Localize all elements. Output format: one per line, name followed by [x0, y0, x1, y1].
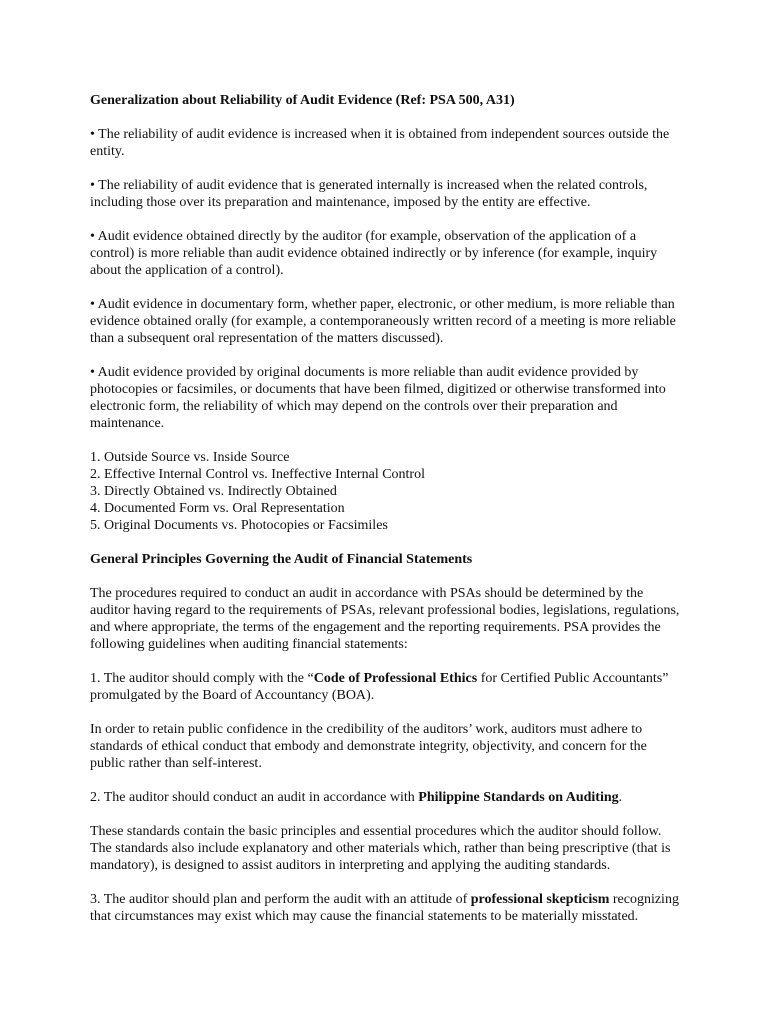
principle-2-text: These standards contain the basic principles and essential procedures which the auditor should follow. The standards also include explanatory and other materials which, rather than being prescriptive (that is mandatory), is designed to assist auditors in interpreting and applying the auditing standards.: [90, 824, 671, 873]
section-heading-principles: General Principles Governing the Audit of Financial Statements: [90, 552, 473, 567]
section-heading-reliability: Generalization about Reliability of Audit Evidence (Ref: PSA 500, A31): [90, 93, 515, 108]
principle-2-post: .: [618, 790, 623, 805]
principle-2-pre: 2. The auditor should conduct an audit in accordance with: [90, 790, 419, 805]
principle-1-pre: 1. The auditor should comply with the “: [90, 671, 314, 686]
principle-3-bold: professional skepticism: [470, 892, 610, 907]
principle-1: [90, 670, 682, 704]
bullet-paragraph: • Audit evidence obtained directly by the auditor (for example, observation of the application of a control) is more reliable than audit evidence obtained indirectly or by inference (for example, inquiry about the application of a control).: [90, 229, 658, 278]
principle-1-bold: Code of Professional Ethics: [313, 671, 478, 686]
intro-paragraph: The procedures required to conduct an audit in accordance with PSAs should be determined by the auditor having regard to the requirements of PSAs, relevant professional bodies, legislations, regulations, and where appropriate, the terms of the engagement and the reporting requirements. PSA provides the following guidelines when auditing financial statements:: [90, 586, 680, 652]
principle-3: [90, 891, 682, 925]
principle-2-bold: Philippine Standards on Auditing: [418, 790, 619, 805]
principle-3-post: recognizing that circumstances may exist which may cause the financial statements to be materially misstated.: [90, 892, 679, 924]
list-item: 3. Directly Obtained vs. Indirectly Obtained: [90, 484, 337, 499]
principle-3-pre: 3. The auditor should plan and perform the audit with an attitude of: [90, 892, 471, 907]
list-item: 2. Effective Internal Control vs. Ineffective Internal Control: [90, 467, 425, 482]
numbered-list: [90, 449, 682, 534]
bullet-paragraph: • The reliability of audit evidence is increased when it is obtained from independent sources outside the entity.: [90, 127, 670, 159]
principle-2: [90, 789, 682, 806]
bullet-paragraph: • Audit evidence provided by original documents is more reliable than audit evidence provided by photocopies or facsimiles, or documents that have been filmed, digitized or otherwise transformed into electronic form, the reliability of which may depend on the controls over their preparation and maintenance.: [90, 365, 666, 431]
list-item: 5. Original Documents vs. Photocopies or Facsimiles: [90, 518, 388, 533]
document-page: [90, 92, 682, 942]
bullet-paragraph: • Audit evidence in documentary form, whether paper, electronic, or other medium, is more reliable than evidence obtained orally (for example, a contemporaneously written record of a meeting is more reliable than a subsequent oral representation of the matters discussed).: [90, 297, 676, 346]
principle-1-post: for Certified Public Accountants” promulgated by the Board of Accountancy (BOA).: [90, 671, 669, 703]
principle-1-text: In order to retain public confidence in the credibility of the auditors’ work, auditors must adhere to standards of ethical conduct that embody and demonstrate integrity, objectivity, and concern for the public rather than self-interest.: [90, 722, 647, 771]
list-item: 4. Documented Form vs. Oral Representation: [90, 501, 345, 516]
list-item: 1. Outside Source vs. Inside Source: [90, 450, 290, 465]
bullet-paragraph: • The reliability of audit evidence that is generated internally is increased when the related controls, including those over its preparation and maintenance, imposed by the entity are effective.: [90, 178, 648, 210]
